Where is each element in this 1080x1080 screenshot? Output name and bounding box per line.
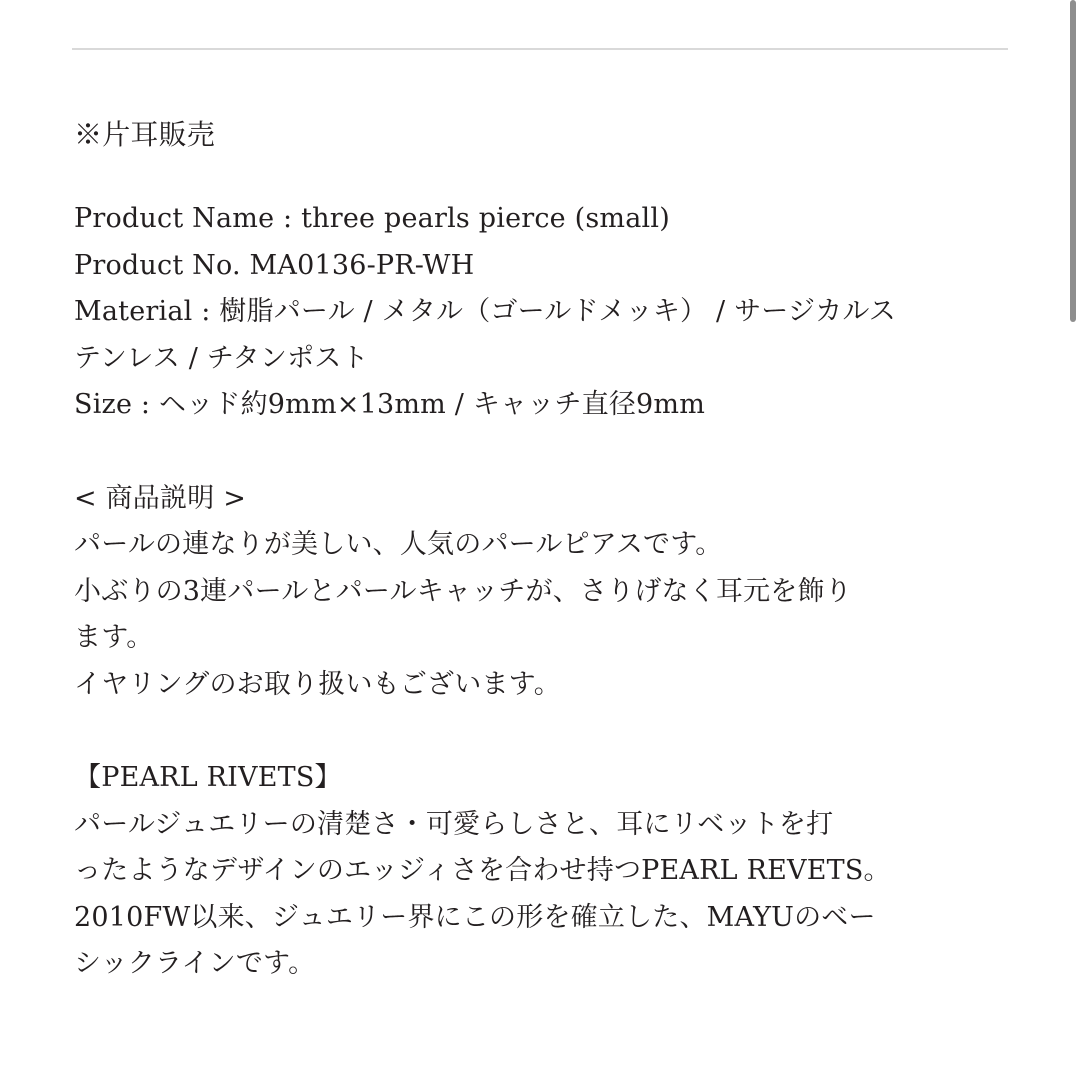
material-line-1: Material : 樹脂パール / メタル（ゴールドメッキ） / サージカルス (74, 296, 896, 327)
description-line: パールの連なりが美しい、人気のパールピアスです。 (74, 529, 723, 560)
product-description (74, 112, 1004, 988)
description-line: イヤリングのお取り扱いもございます。 (74, 668, 561, 700)
description-section (74, 476, 1004, 709)
description-heading: < 商品説明 > (74, 482, 247, 514)
collection-section (74, 755, 1004, 988)
spacer (74, 158, 1004, 196)
collection-heading: 【PEARL RIVETS】 (74, 762, 342, 793)
description-line: ます。 (74, 622, 154, 653)
collection-line: ったようなデザインのエッジィさを合わせ持つPEARL REVETS。 (74, 855, 891, 886)
size-line: Size : ヘッド約9mm×13mm / キャッチ直径9mm (74, 389, 706, 420)
spacer (74, 429, 1004, 476)
scrollbar[interactable] (1066, 0, 1080, 1080)
scrollbar-thumb[interactable] (1070, 0, 1076, 322)
collection-line: シックラインです。 (74, 948, 316, 979)
collection-line: パールジュエリーの清楚さ・可愛らしさと、耳にリベットを打 (74, 808, 834, 840)
single-ear-note: ※片耳販売 (74, 118, 216, 151)
top-divider (72, 48, 1008, 50)
product-name: Product Name : three pearls pierce (small) (74, 203, 670, 234)
material-line-2: テンレス / チタンポスト (74, 342, 369, 374)
product-number: Product No. MA0136-PR-WH (74, 249, 475, 281)
product-specs (74, 196, 1004, 429)
description-line: 小ぶりの3連パールとパールキャッチが、さりげなく耳元を飾り (74, 575, 852, 607)
collection-line: 2010FW以来、ジュエリー界にこの形を確立した、MAYUのベー (74, 901, 876, 933)
spacer (74, 708, 1004, 755)
